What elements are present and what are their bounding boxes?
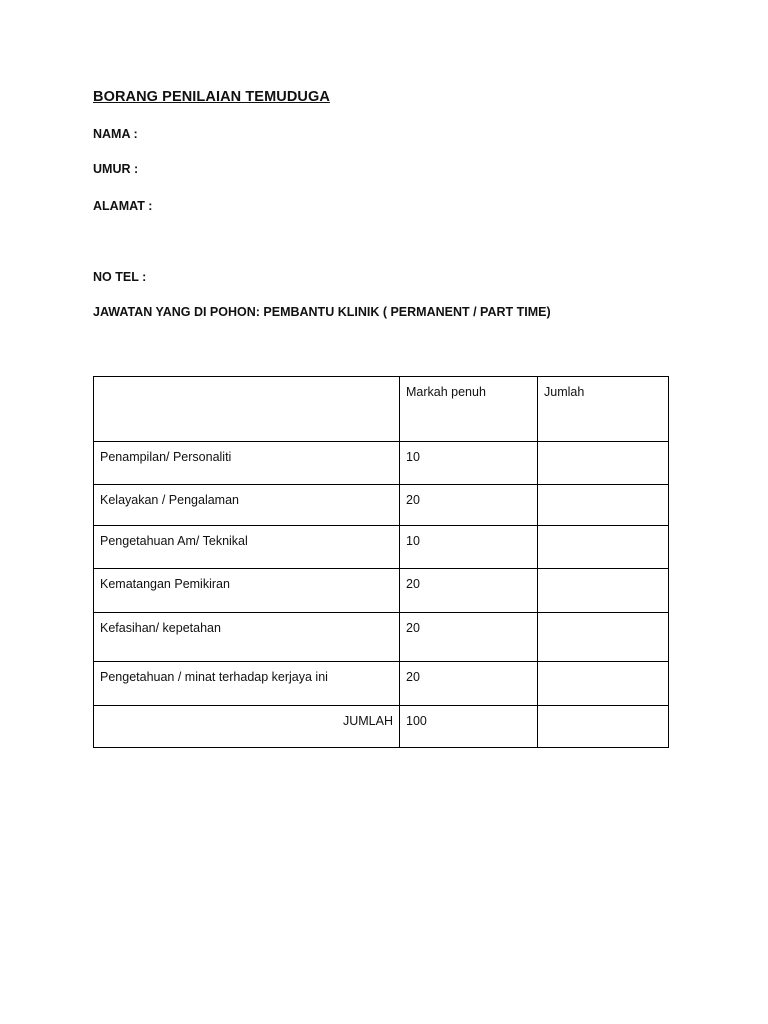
table-row bbox=[94, 442, 669, 485]
table-row bbox=[94, 526, 669, 569]
max-score-cell: 10 bbox=[400, 442, 538, 485]
score-cell[interactable] bbox=[538, 569, 669, 613]
table-header-row bbox=[94, 377, 669, 442]
table-row bbox=[94, 569, 669, 613]
max-score-cell: 10 bbox=[400, 526, 538, 569]
score-cell[interactable] bbox=[538, 613, 669, 662]
score-cell[interactable] bbox=[538, 662, 669, 706]
jawatan-label: JAWATAN YANG DI POHON: PEMBANTU KLINIK ( PERMANENT / PART TIME) bbox=[93, 305, 551, 319]
criteria-cell: Penampilan/ Personaliti bbox=[94, 442, 400, 485]
total-max-cell: 100 bbox=[400, 706, 538, 748]
criteria-cell: Pengetahuan / minat terhadap kerjaya ini bbox=[94, 662, 400, 706]
form-title: BORANG PENILAIAN TEMUDUGA bbox=[93, 89, 330, 105]
criteria-cell: Kelayakan / Pengalaman bbox=[94, 485, 400, 526]
score-cell[interactable] bbox=[538, 442, 669, 485]
criteria-cell: Pengetahuan Am/ Teknikal bbox=[94, 526, 400, 569]
score-cell[interactable] bbox=[538, 526, 669, 569]
max-score-cell: 20 bbox=[400, 662, 538, 706]
criteria-cell: Kematangan Pemikiran bbox=[94, 569, 400, 613]
total-row bbox=[94, 706, 669, 748]
table-row bbox=[94, 485, 669, 526]
no-tel-label: NO TEL : bbox=[93, 270, 147, 284]
max-score-cell: 20 bbox=[400, 613, 538, 662]
header-markah-penuh: Markah penuh bbox=[400, 377, 538, 442]
table-row bbox=[94, 662, 669, 706]
max-score-cell: 20 bbox=[400, 485, 538, 526]
nama-label: NAMA : bbox=[93, 127, 138, 141]
total-label-cell: JUMLAH bbox=[94, 706, 400, 748]
header-jumlah: Jumlah bbox=[538, 377, 669, 442]
alamat-label: ALAMAT : bbox=[93, 199, 153, 213]
header-criteria-cell bbox=[94, 377, 400, 442]
criteria-cell: Kefasihan/ kepetahan bbox=[94, 613, 400, 662]
max-score-cell: 20 bbox=[400, 569, 538, 613]
assessment-table bbox=[93, 376, 669, 748]
umur-label: UMUR : bbox=[93, 162, 139, 176]
total-score-cell[interactable] bbox=[538, 706, 669, 748]
table-row bbox=[94, 613, 669, 662]
score-cell[interactable] bbox=[538, 485, 669, 526]
